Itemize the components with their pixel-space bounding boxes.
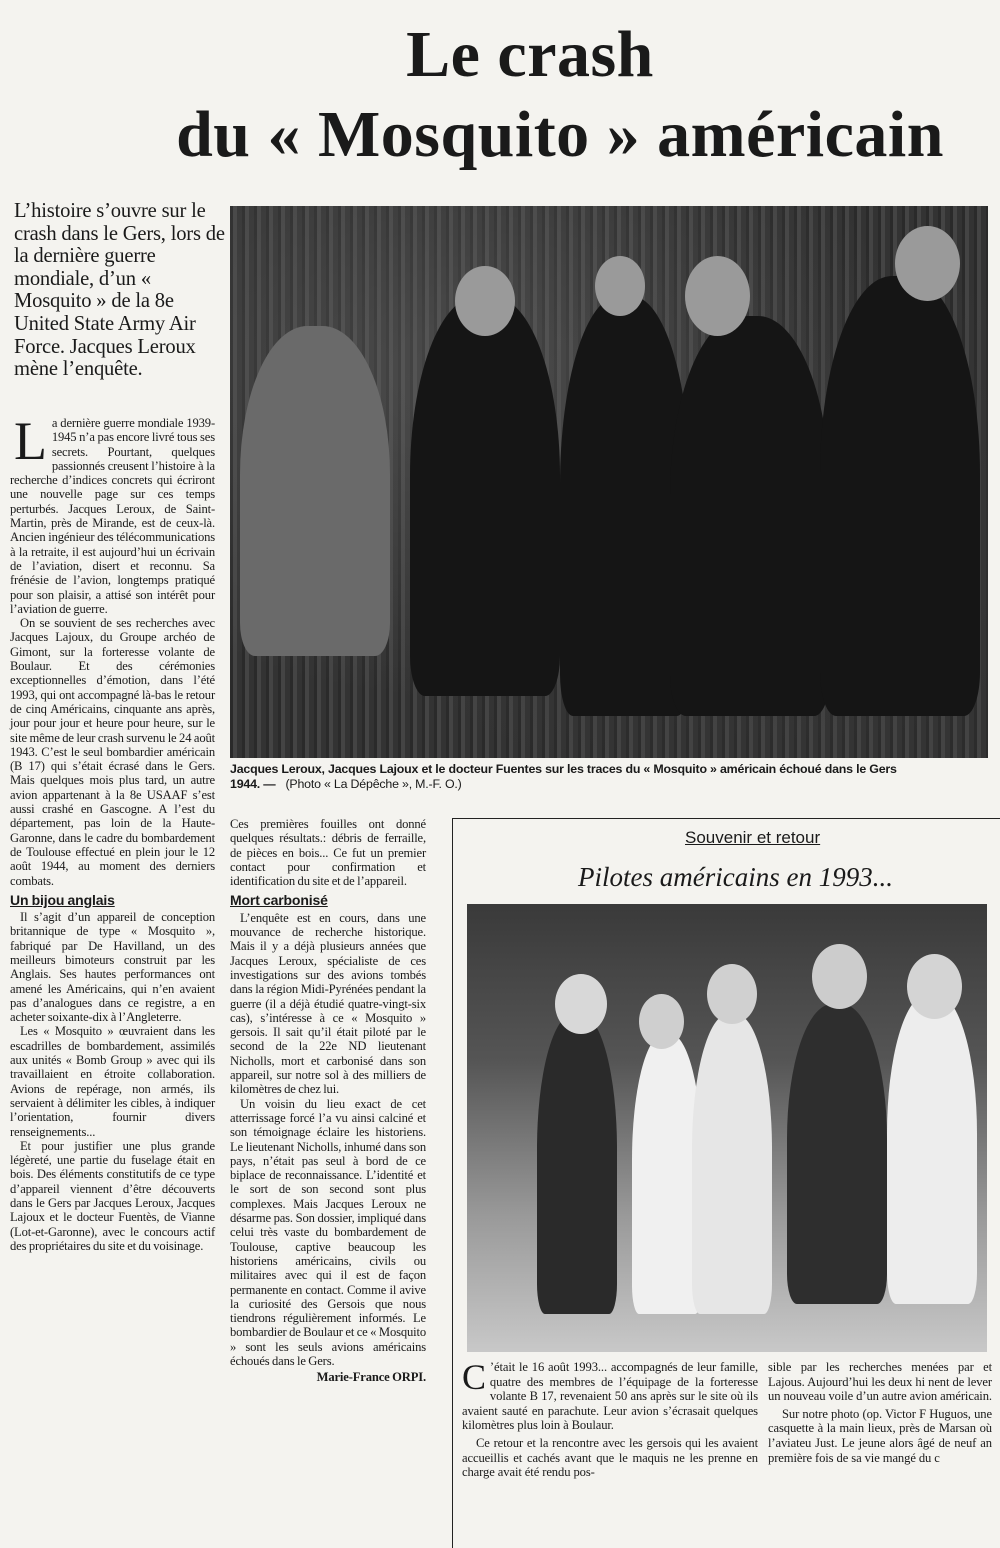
caption-line-1: Jacques Leroux, Jacques Lajoux et le docteur Fuentes sur les traces du « Mosquito » américain échoué dans le Gers [230,762,897,776]
sidebar-paragraph-2: Ce retour et la rencontre avec les gersois qui les avaient accueillis et cachés avant que le maquis ne les prenne en charge avait été rendu pos- [462,1435,758,1480]
article-paragraph-3: Il s’agit d’un appareil de conception britannique de type « Mosquito », fabriqué par De Havilland, un des meilleurs bimoteurs construit par les Anglais. Ses hautes performances ont amené les Américains, qui n’en avaient pas d’analogues dans ce registre, a en acheter soixante-dix à l’Angleterre. [10,910,215,1025]
subhead-bijou-anglais: Un bijou anglais [10,891,115,908]
veteran-head-3 [707,964,757,1024]
subhead-mort-carbonise: Mort carbonisé [230,892,328,909]
veteran-1 [537,1014,617,1314]
figure-man-3 [670,316,830,716]
sidebar-column-1 [462,1357,758,1483]
veteran-head-5 [907,954,962,1019]
article-paragraph-8: Un voisin du lieu exact de cet atterrissage forcé l’a vu ainsi calciné et son témoignage éclaire les historiens. Le lieutenant Nicholls, inhumé dans son pays, n’était pas seul à bord de ce biplace de reconnaissance. L’identité et le sort de son second sont plus complexes. Mais Jacques Leroux ne désarme pas. Son dossier, impliqué dans celui très vaste du bombardement de Toulouse, captive beaucoup les historiens américains, civils ou militaires avec qui il est de façon permanente en contact. Comme il avive la curiosité des Gersois que nous tiendrons régulièrement informés. Le bombardier de Boulaur et ce « Mosquito » sont les seuls avions américains échoués dans le Gers. [230,1096,426,1368]
veteran-5 [887,994,977,1304]
sidebar-top-rule [452,818,1000,819]
veteran-head-4 [812,944,867,1009]
sidebar-paragraph-4: Sur notre photo (op. Victor F Huguos, une casquette à la main lieux, près de Marsan où l’aviateu Just. Le jeune alors âgé de neuf an première fois de sa vie mangé du c [768,1406,992,1465]
article-column-1 [10,411,215,1253]
figure-head-3 [685,256,750,336]
figure-head-4 [895,226,960,301]
article-paragraph-6: Ces premières fouilles ont donné quelques résultats.: débris de ferraille, de pièces en bois... Ce fut un premier contact pour confirmation et identification du site et de l’appareil. [230,817,426,889]
article-paragraph-7: L’enquête est en cours, dans une mouvance de recherche historique. Mais il y a déjà plusieurs années que Jacques Leroux, spécialiste de ces investigations sur des avions tombés dans la région Midi-Pyrénées pendant la guerre (il a déjà étudié quatre-vingt-six cas), s’intéresse à ce « Mosquito » gersois. Il sait qu’il était piloté par le second de la 22e ND lieutenant Nicholls, mort et carbonisé dans son appareil, sur notre sol à des milliers de kilomètres de chez lui. [230,910,426,1097]
veterans-group-photo [467,904,987,1352]
dropcap-l: L [14,411,47,471]
figure-man-1 [410,296,560,696]
headline-line-2: du « Mosquito » américain [176,98,944,171]
caption-date: 1944. — [230,777,276,791]
sidebar-paragraph-1: ’était le 16 août 1993... accompagnés de leur famille, quatre des membres de l’équipage de la forteresse volante B 17, revenaient 50 ans après sur le site où ils avaient sauté en parachute. Leur avion s’écrasait quelques kilomètres plus loin à Boulaur. [462,1360,758,1433]
sidebar-kicker: Souvenir et retour [685,828,821,847]
lede-paragraph: L’histoire s’ouvre sur le crash dans le Gers, lors de la dernière guerre mondiale, d’un « Mosquito » de la 8e United State Army Air Force. Jacques Leroux mène l’enquête. [14,200,225,381]
veteran-3 [692,1014,772,1314]
veteran-head-2 [639,994,684,1049]
article-paragraph-5: Et pour justifier une plus grande légèreté, une partie du fuselage était en bois. Des éléments constitutifs de ce type d’appareil viennent d’être découverts dans le Gers par Jacques Leroux, Jacques Lajoux et le docteur Fuentès, de Vianne (Lot-et-Garonne), avec le concours actif des propriétaires du site et du voisinage. [10,1138,215,1253]
photo-caption [230,762,1000,792]
photo-credit: (Photo « La Dépêche », M.-F. O.) [285,777,462,791]
dropcap-c: C [462,1357,486,1397]
forest-group-photo [230,206,988,758]
author-signature: Marie-France ORPI. [316,1370,426,1385]
figure-man-4 [820,276,980,716]
sidebar-paragraph-3: sible par les recherches menées par et Lajous. Aujourd’hui les deux hi nent de lever un nouveau voile d’un autre avion américain. [768,1360,992,1404]
sidebar-left-rule [452,818,453,1548]
veteran-head-1 [555,974,607,1034]
figure-head-1 [455,266,515,336]
veteran-4 [787,1004,887,1304]
sidebar-column-2 [768,1360,992,1468]
article-paragraph-2: On se souvient de ses recherches avec Jacques Lajoux, du Groupe archéo de Gimont, sur la forteresse volante de Boulaur. Et des cérémonies exceptionnelles d’émotion, dans l’été 1993, qui ont accompagné là-bas le retour de cinq Américains, cinquante ans après, jour pour jour et heure pour heure, sur le site même de leur crash survenu le 24 août 1943. C’est le seul bombardier américain (B 17) qui s’était écrasé dans le Gers. Mais quelques mois plus tard, un autre avion appartenant à la 8e USAAF s’est aussi crashé en Gascogne. A l’est du département, pas loin de la Haute-Garonne, dans le cadre du bombardement de Toulouse effectué en plein jour le 12 août 1944, au moment des derniers combats. [10,616,215,888]
article-paragraph-4: Les « Mosquito » œuvraient dans les escadrilles de bombardement, assimilés aux unités « Bomb Group » avec qui ils travaillaient en étroite collaboration. Avions de repérage, non armés, ils servaient à délimiter les cibles, à indiquer l’orientation, fournir divers renseignements... [10,1024,215,1139]
figure-head-2 [595,256,645,316]
sidebar-title: Pilotes américains en 1993... [578,862,893,892]
headline-line-1: Le crash [406,18,654,91]
article-paragraph-1: a dernière guerre mondiale 1939-1945 n’a pas encore livré tous ses secrets. Pourtant, quelques passionnés creusent l’histoire à la recherche d’indices concrets qui écriront une nouvelle page sur ces temps perturbés. Jacques Leroux, de Saint-Martin, près de Mirande, est de ceux-là. Ancien ingénieur des télécommunications à la retraite, il est aujourd’hui un écrivain de l’aviation, disert et reconnu. Sa frénésie de l’avion, longtemps pratiqué pour son plaisir, a attisé son intérêt pour l’aviation de guerre. [10,416,215,616]
figure-kneeling [240,326,390,656]
caption-line-2 [230,777,1000,792]
article-column-2 [230,817,426,1385]
